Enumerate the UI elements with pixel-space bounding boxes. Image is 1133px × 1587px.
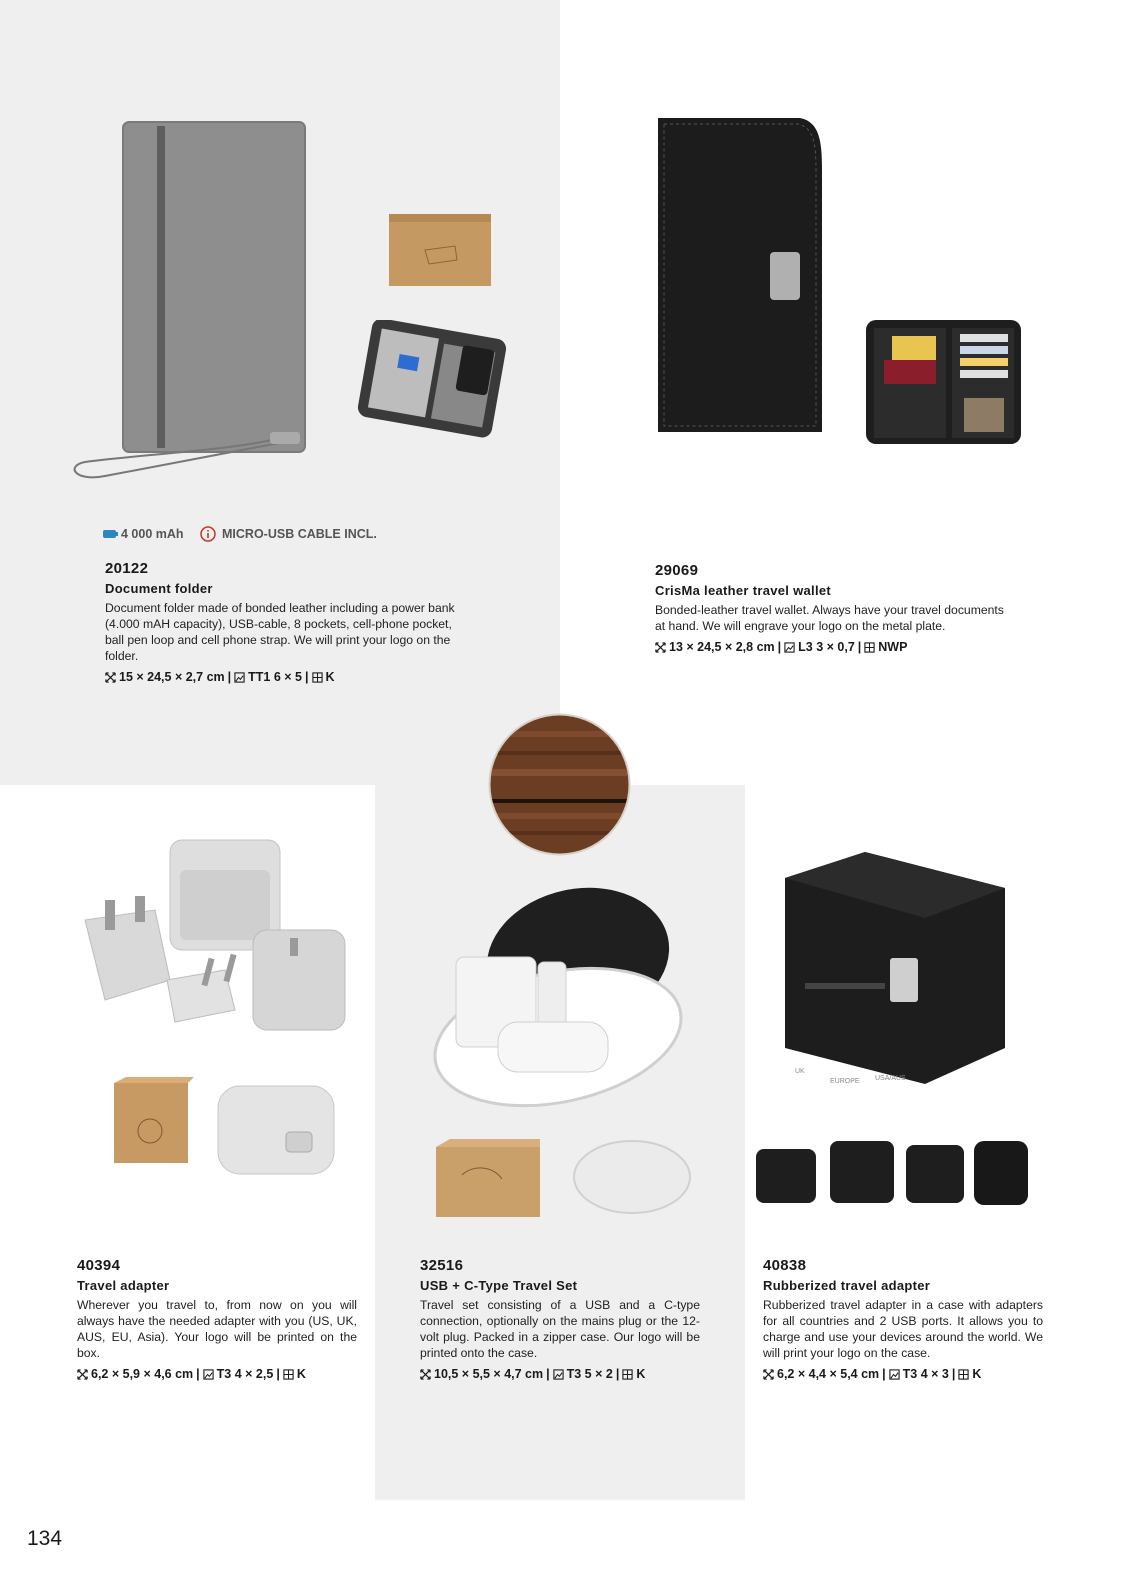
usb-travel-set-image: [428, 872, 688, 1112]
print-value: L3 3 × 0,7: [798, 640, 855, 654]
info-icon: [200, 526, 216, 542]
spec-separator: |: [615, 1367, 620, 1381]
packaging-icon: [864, 642, 875, 653]
dimensions-icon: [77, 1369, 88, 1380]
print-value: TT1 6 × 5: [248, 670, 302, 684]
info-label: MICRO-USB CABLE INCL.: [222, 527, 377, 541]
product-name: Document folder: [105, 581, 213, 596]
product-40394: [77, 1257, 357, 1381]
product-number: 32516: [420, 1257, 464, 1274]
travel-wallet-image: [650, 112, 830, 442]
pack-value: K: [972, 1367, 982, 1381]
travel-wallet-open-image: [860, 312, 1025, 457]
spec-separator: |: [882, 1367, 886, 1381]
battery-icon: [102, 529, 118, 539]
adapter-label-uk: UK: [795, 1068, 805, 1075]
battery-label: 4 000 mAh: [121, 527, 184, 541]
product-specs: [77, 1367, 357, 1381]
print-area-icon: [784, 642, 795, 653]
info-feature: [200, 526, 377, 542]
usb-set-case-image: [570, 1133, 695, 1218]
print-value: T3 5 × 2: [566, 1367, 613, 1381]
pack-value: K: [296, 1367, 306, 1381]
travel-adapter-image: [75, 830, 355, 1040]
print-area-icon: [889, 1369, 900, 1380]
spec-separator: |: [546, 1367, 550, 1381]
folder-open-image: [352, 320, 507, 440]
packaging-icon: [312, 672, 323, 683]
page-number: 134: [27, 1527, 63, 1550]
product-name: CrisMa leather travel wallet: [655, 583, 832, 598]
adapter-label-usa: USA/AUS: [875, 1075, 906, 1082]
dimensions-icon: [655, 642, 666, 653]
print-area-icon: [203, 1369, 214, 1380]
adapter-closed-image: [212, 1070, 342, 1180]
usb-set-box-image: [432, 1135, 544, 1221]
product-description: Wherever you travel to, from now on you will always have the needed adapter with you (US, UK, AUS, EU, Asia). Your logo will be printed on the box.: [77, 1298, 357, 1360]
product-description: Travel set consisting of a USB and a C-type connection, optionally on the mains plug or the 12-volt plug. Packed in a zipper case. Our logo will be printed onto the case.: [420, 1298, 700, 1360]
packaging-icon: [283, 1369, 294, 1380]
adapter-label-europe: EUROPE: [830, 1078, 860, 1085]
product-name: USB + C-Type Travel Set: [420, 1278, 578, 1293]
pack-value: K: [325, 670, 335, 684]
product-specs: [420, 1367, 700, 1381]
product-description: Document folder made of bonded leather including a power bank (4.000 mAH capacity), USB-cable, 8 pockets, cell-phone pocket, ball pen loop and cell phone strap. We will print your logo on the folder.: [105, 601, 455, 663]
spec-separator: |: [227, 670, 232, 684]
print-value: T3 4 × 2,5: [216, 1367, 274, 1381]
dimensions-icon: [105, 672, 116, 683]
document-folder-image: [65, 110, 315, 490]
dimensions-icon: [420, 1369, 431, 1380]
spec-separator: |: [196, 1367, 200, 1381]
product-number: 29069: [655, 562, 699, 579]
product-specs: [105, 670, 465, 684]
print-value: T3 4 × 3: [902, 1367, 949, 1381]
size-value: 6,2 × 4,4 × 5,4 cm: [777, 1367, 880, 1381]
product-29069: [655, 562, 1017, 654]
packaging-icon: [622, 1369, 633, 1380]
spec-separator: |: [777, 640, 782, 654]
product-number: 40838: [763, 1257, 807, 1274]
spec-separator: |: [276, 1367, 280, 1381]
product-name: Rubberized travel adapter: [763, 1278, 931, 1293]
adapter-box-image: [110, 1075, 195, 1167]
product-number: 20122: [105, 560, 149, 577]
product-specs: [763, 1367, 1043, 1381]
spec-separator: |: [305, 670, 309, 684]
battery-feature: [102, 527, 184, 541]
size-value: 15 × 24,5 × 2,7 cm: [119, 670, 225, 684]
print-area-icon: [553, 1369, 564, 1380]
print-area-icon: [234, 672, 245, 683]
spec-separator: |: [951, 1367, 956, 1381]
wood-material-image: [488, 713, 631, 856]
folder-box-image: [385, 210, 495, 290]
rubberized-adapter-image: [775, 848, 1015, 1088]
product-description: Bonded-leather travel wallet. Always have your travel documents at hand. We will engrave your logo on the metal plate.: [655, 603, 1004, 633]
product-specs: [655, 640, 1017, 654]
product-32516: [420, 1257, 700, 1381]
product-20122: [105, 560, 465, 684]
dimensions-icon: [763, 1369, 774, 1380]
product-number: 40394: [77, 1257, 121, 1274]
rubberized-adapter-variants-image: [752, 1135, 1032, 1210]
pack-value: K: [636, 1367, 646, 1381]
product-description: Rubberized travel adapter in a case with adapters for all countries and 2 USB ports. It allows you to charge and use your devices around the world. We will print your logo on the case.: [763, 1298, 1043, 1360]
size-value: 6,2 × 5,9 × 4,6 cm: [91, 1367, 194, 1381]
product-name: Travel adapter: [77, 1278, 170, 1293]
product-40838: [763, 1257, 1043, 1381]
packaging-icon: [958, 1369, 969, 1380]
size-value: 13 × 24,5 × 2,8 cm: [669, 640, 775, 654]
pack-value: NWP: [878, 640, 908, 654]
size-value: 10,5 × 5,5 × 4,7 cm: [434, 1367, 544, 1381]
spec-separator: |: [857, 640, 862, 654]
